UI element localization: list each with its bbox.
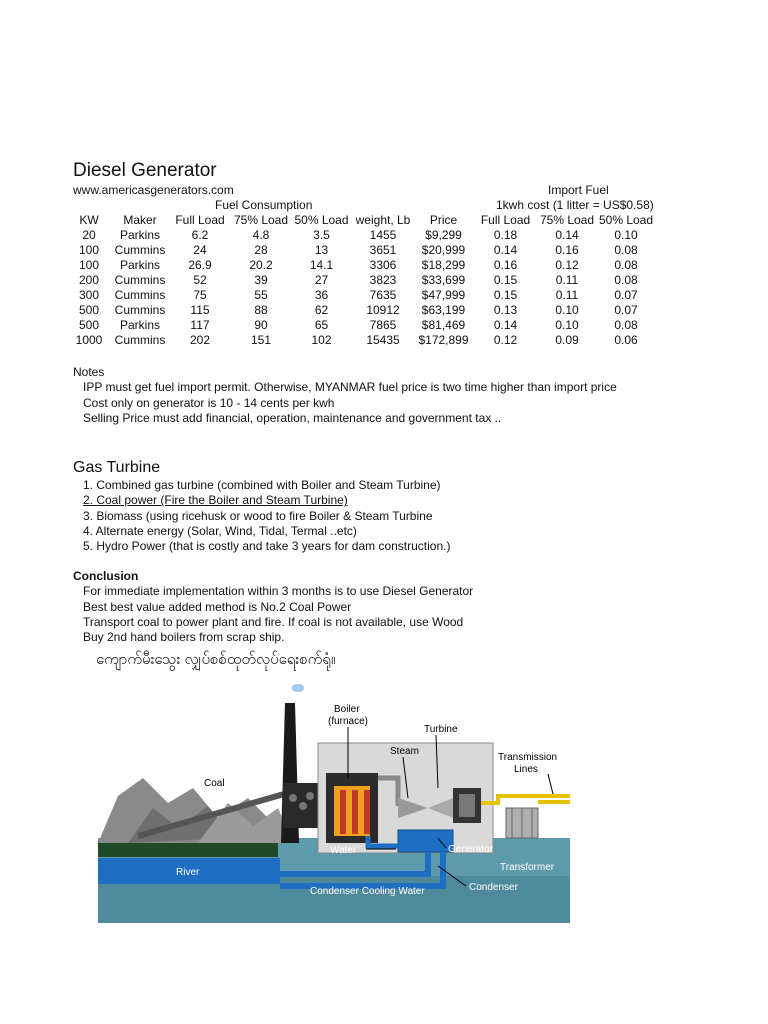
col-header: weight, Lb (355, 213, 411, 227)
table-cell: 0.08 (614, 318, 638, 332)
table-cell: 0.12 (555, 258, 579, 272)
table-cell: 500 (78, 318, 100, 332)
notes-heading: Notes (73, 365, 105, 379)
note-line: IPP must get fuel import permit. Otherwise, MYANMAR fuel price is two time higher than import price (83, 380, 617, 395)
table-cell: 27 (314, 273, 329, 287)
label-generator: Generator (448, 844, 494, 855)
list-item: 3. Biomass (using ricehusk or wood to fire Boiler & Steam Turbine (83, 508, 433, 523)
table-row (66, 288, 655, 303)
table-cell: 0.10 (555, 318, 579, 332)
table-cell: 115 (190, 303, 210, 317)
table-row (66, 243, 655, 258)
table-cell: 0.07 (614, 303, 638, 317)
diesel-title: Diesel Generator (73, 160, 217, 181)
table-cell: 0.09 (555, 333, 579, 347)
table-cell: 24 (193, 243, 207, 257)
table-cell: 75 (193, 288, 207, 302)
boiler-tube (364, 790, 370, 834)
table-cell: 88 (254, 303, 268, 317)
table-cell: Parkins (119, 318, 160, 332)
table-cell: $9,299 (425, 228, 462, 242)
table-cell: 90 (254, 318, 268, 332)
table-cell: 1455 (369, 228, 397, 242)
fuel-consumption-label: Fuel Consumption (215, 198, 313, 212)
table-cell: 7635 (369, 288, 397, 302)
label-transformer: Transformer (500, 862, 555, 873)
table-cell: 100 (78, 258, 100, 272)
label-condenser: Condenser (469, 882, 518, 893)
table-cell: 65 (314, 318, 329, 332)
condenser (398, 830, 453, 852)
col-header: Maker (123, 213, 157, 227)
table-cell: Cummins (114, 243, 166, 257)
table-cell: 0.15 (493, 288, 518, 302)
import-fuel-label: Import Fuel (548, 183, 609, 197)
table-cell: $47,999 (421, 288, 466, 302)
table-cell: 117 (190, 318, 210, 332)
table-cell: 3651 (369, 243, 397, 257)
table-cell: 151 (250, 333, 272, 347)
table-cell: 55 (254, 288, 268, 302)
table-cell: 3306 (369, 258, 397, 272)
table-cell: 0.08 (614, 273, 638, 287)
table-cell: 36 (314, 288, 329, 302)
table-cell: 26.9 (188, 258, 212, 272)
coal-lump (299, 802, 307, 810)
table-cell: 0.14 (493, 318, 518, 332)
conclusion-section (73, 569, 473, 645)
label-coal: Coal (204, 778, 225, 789)
table-cell: $63,199 (421, 303, 466, 317)
label-steam: Steam (390, 746, 419, 757)
coal-lump (306, 792, 314, 800)
table-row (66, 273, 655, 288)
col-header: 50% Load (598, 213, 654, 227)
table-cell: 0.15 (493, 273, 518, 287)
table-cell: Cummins (114, 333, 166, 347)
smoke (292, 684, 304, 692)
table-cell: 13 (314, 243, 329, 257)
generator-table (66, 213, 655, 348)
table-cell: 300 (78, 288, 100, 302)
table-cell: 102 (311, 333, 332, 347)
label-furnace: (furnace) (328, 716, 369, 727)
table-cell: $20,999 (421, 243, 466, 257)
label-river: River (176, 867, 200, 878)
source-website: www.americasgenerators.com (73, 183, 234, 197)
table-cell: 0.16 (555, 243, 579, 257)
table-cell: 0.10 (614, 228, 638, 242)
table-cell: 39 (254, 273, 268, 287)
boiler-tube (340, 790, 346, 834)
list-item: 2. Coal power (Fire the Boiler and Steam Turbine) (83, 493, 348, 508)
table-cell: 0.11 (555, 273, 579, 287)
generator-core (459, 794, 475, 817)
table-cell: Cummins (114, 273, 166, 287)
table-row (66, 303, 655, 318)
conclusion-line: Buy 2nd hand boilers from scrap ship. (83, 630, 285, 645)
list-item: 5. Hydro Power (that is costly and take 3 years for dam construction.) (83, 539, 451, 554)
table-cell: 62 (314, 303, 329, 317)
table-cell: $33,699 (421, 273, 466, 287)
conclusion-heading: Conclusion (73, 569, 139, 583)
table-cell: 7865 (369, 318, 397, 332)
table-row (66, 258, 655, 273)
col-header: 50% Load (294, 213, 349, 227)
table-cell: 0.14 (493, 243, 518, 257)
table-cell: $81,469 (421, 318, 466, 332)
table-cell: 15435 (366, 333, 400, 347)
table-cell: Cummins (114, 288, 166, 302)
table-cell: Parkins (119, 258, 160, 272)
table-cell: 0.08 (614, 243, 638, 257)
gas-list (83, 478, 451, 554)
col-header: KW (79, 213, 99, 227)
table-cell: 500 (78, 303, 100, 317)
conclusion-line: Best best value added method is No.2 Coal Power (83, 599, 352, 614)
table-cell: 3.5 (313, 228, 330, 242)
table-cell: 100 (78, 243, 100, 257)
table-cell: 0.16 (493, 258, 518, 272)
note-line: Cost only on generator is 10 - 14 cents per kwh (83, 395, 335, 410)
kwh-cost-label: 1kwh cost (1 litter = US$0.58) (496, 198, 654, 212)
table-cell: 202 (189, 333, 211, 347)
conclusion-line: Transport coal to power plant and fire. If coal is not available, use Wood (83, 614, 464, 629)
river-bank (98, 841, 278, 857)
notes-section (73, 365, 617, 426)
note-line: Selling Price must add financial, operation, maintenance and government tax .. (83, 410, 502, 425)
table-cell: 20 (82, 228, 96, 242)
col-header: Price (429, 213, 458, 227)
table-cell: 0.07 (614, 288, 638, 302)
list-item: 1. Combined gas turbine (combined with Boiler and Steam Turbine) (83, 478, 441, 492)
table-row (66, 318, 655, 333)
label-condenser-cooling: Condenser Cooling Water (310, 886, 425, 897)
table-cell: $172,899 (418, 333, 469, 347)
conclusion-line: For immediate implementation within 3 months is to use Diesel Generator (83, 584, 474, 599)
table-row (66, 228, 655, 243)
list-item: 4. Alternate energy (Solar, Wind, Tidal, Termal ..etc) (83, 523, 357, 538)
col-header: 75% Load (233, 213, 289, 227)
myanmar-caption: ကျောက်မီးသွေး လျှပ်စစ်ထုတ်လုပ်ရေးစက်ရုံ။ (96, 651, 336, 668)
table-cell: 14.1 (309, 258, 334, 272)
table-cell: 1000 (75, 333, 103, 347)
label-turbine: Turbine (424, 724, 458, 735)
table-cell: 0.11 (555, 288, 579, 302)
table-cell: 0.08 (614, 258, 638, 272)
table-header-row (66, 213, 655, 228)
table-cell: 10912 (366, 303, 400, 317)
table-cell: 20.2 (249, 258, 273, 272)
table-cell: 6.2 (191, 228, 209, 242)
table-row (66, 333, 655, 348)
label-transmission: Transmission (498, 752, 558, 763)
table-cell: 28 (254, 243, 268, 257)
coal-plant-diagram (98, 678, 570, 923)
label-water: Water (330, 845, 357, 856)
table-cell: 200 (78, 273, 100, 287)
table-cell: $18,299 (421, 258, 466, 272)
table-cell: 0.12 (493, 333, 518, 347)
boiler-tube (352, 790, 358, 834)
table-cell: 0.06 (614, 333, 638, 347)
table-cell: Parkins (119, 228, 160, 242)
table-cell: 0.13 (493, 303, 518, 317)
label-lines: Lines (514, 764, 538, 775)
table-cell: 3823 (369, 273, 397, 287)
coal-lump (289, 794, 297, 802)
col-header: 75% Load (539, 213, 595, 227)
table-cell: 4.8 (252, 228, 270, 242)
table-cell: 0.10 (555, 303, 579, 317)
table-cell: 52 (193, 273, 207, 287)
col-header: Full Load (480, 213, 531, 227)
col-header: Full Load (175, 213, 225, 227)
gas-title: Gas Turbine (73, 459, 161, 476)
table-cell: Cummins (114, 303, 166, 317)
label-boiler: Boiler (334, 704, 360, 715)
table-cell: 0.18 (493, 228, 518, 242)
table-cell: 0.14 (555, 228, 579, 242)
